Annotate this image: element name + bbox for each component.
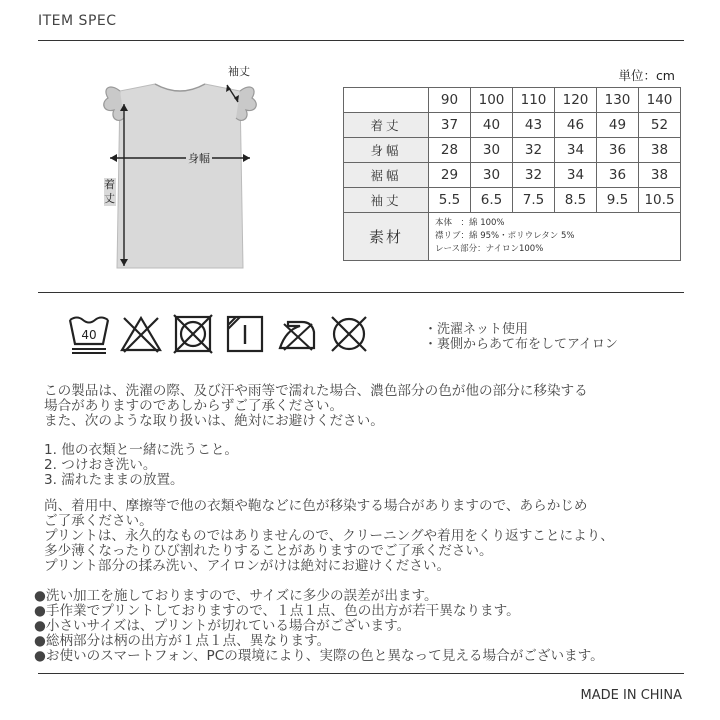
caution-line: この製品は、洗濯の際、及び汗や雨等で濡れた場合、濃色部分の色が他の部分に移染する <box>44 383 588 399</box>
table-cell: 37 <box>429 113 471 138</box>
bullet-note: ●洗い加工を施しておりますので、サイズに多少の誤差が出ます。 <box>34 588 438 604</box>
table-cell: 6.5 <box>471 188 513 213</box>
care-note: ・裏側からあて布をしてアイロン <box>424 337 618 352</box>
material-row <box>344 213 681 261</box>
material-details <box>429 213 681 261</box>
row-label: 袖丈 <box>344 188 429 213</box>
table-cell: 30 <box>471 163 513 188</box>
material-line: 本体 ：綿 100% <box>435 218 505 228</box>
table-cell: 29 <box>429 163 471 188</box>
table-cell: 34 <box>555 163 597 188</box>
table-cell: 40 <box>471 113 513 138</box>
material-label: 素材 <box>344 213 429 261</box>
table-cell: 28 <box>429 138 471 163</box>
table-cell: 36 <box>597 138 639 163</box>
section-divider <box>38 292 684 293</box>
table-cell: 10.5 <box>639 188 681 213</box>
table-cell: 5.5 <box>429 188 471 213</box>
footer-divider <box>38 673 684 674</box>
no-bleach-icon <box>118 312 164 356</box>
unit-label: 単位：cm <box>618 68 675 83</box>
table-row <box>344 163 681 188</box>
care-note: ・洗濯ネット使用 <box>424 322 529 337</box>
sleeve-label: 袖丈 <box>228 65 250 78</box>
table-cell: 34 <box>555 138 597 163</box>
table-cell: 8.5 <box>555 188 597 213</box>
size-header: 110 <box>513 88 555 113</box>
caution-line: ご了承ください。 <box>44 513 153 529</box>
wash-40-gentle-icon <box>66 312 112 356</box>
table-cell: 32 <box>513 163 555 188</box>
table-row <box>344 113 681 138</box>
caution-line: 尚、着用中、摩擦等で他の衣類や鞄などに色が移染する場合がありますので、あらかじめ <box>44 498 588 514</box>
no-tumble-dry-icon <box>170 312 216 356</box>
table-corner <box>344 88 429 113</box>
size-header: 90 <box>429 88 471 113</box>
no-dry-clean-icon <box>326 312 372 356</box>
table-cell: 9.5 <box>597 188 639 213</box>
list-item: 3. 濡れたままの放置。 <box>44 472 184 488</box>
row-label: 裾幅 <box>344 163 429 188</box>
material-line: レース部分：ナイロン100% <box>435 244 544 254</box>
table-cell: 38 <box>639 138 681 163</box>
wash-temp: 40 <box>81 328 97 342</box>
list-item: 1. 他の衣類と一緒に洗うこと。 <box>44 442 239 458</box>
caution-line: プリント部分の揉み洗い、アイロンがけは絶対にお避けください。 <box>44 558 451 574</box>
table-cell: 30 <box>471 138 513 163</box>
care-icons <box>66 312 372 356</box>
table-row <box>344 188 681 213</box>
width-label: 身幅 <box>188 152 210 165</box>
table-cell: 43 <box>513 113 555 138</box>
caution-line: プリントは、永久的なものではありませんので、クリーニングや着用をくり返すことにより、 <box>44 528 614 544</box>
row-label: 身幅 <box>344 138 429 163</box>
bullet-note: ●手作業でプリントしておりますので、１点１点、色の出方が若干異なります。 <box>34 603 520 619</box>
bullet-note: ●総柄部分は柄の出方が１点１点、異なります。 <box>34 633 331 649</box>
table-cell: 7.5 <box>513 188 555 213</box>
table-cell: 46 <box>555 113 597 138</box>
table-cell: 52 <box>639 113 681 138</box>
size-header: 120 <box>555 88 597 113</box>
shirt-diagram <box>80 58 280 283</box>
size-table <box>343 87 681 261</box>
bullet-note: ●小さいサイズは、プリントが切れている場合がございます。 <box>34 618 411 634</box>
caution-line: 場合がありますのであしからずご了承ください。 <box>44 398 344 414</box>
caution-line: 多少薄くなったりひび割れたりすることがありますのでご了承ください。 <box>44 543 493 559</box>
caution-line: また、次のような取り扱いは、絶対にお避けください。 <box>44 413 384 429</box>
header-divider <box>38 40 684 41</box>
size-header-row <box>344 88 681 113</box>
iron-low-icon <box>274 312 320 356</box>
line-dry-shade-icon <box>222 312 268 356</box>
size-header: 100 <box>471 88 513 113</box>
made-in-label: MADE IN CHINA <box>580 688 682 703</box>
table-cell: 38 <box>639 163 681 188</box>
row-label: 着丈 <box>344 113 429 138</box>
size-header: 130 <box>597 88 639 113</box>
size-header: 140 <box>639 88 681 113</box>
table-row <box>344 138 681 163</box>
length-label: 着丈 <box>104 178 115 205</box>
page-title: ITEM SPEC <box>38 13 117 29</box>
table-cell: 49 <box>597 113 639 138</box>
bullet-note: ●お使いのスマートフォン、PCの環境により、実際の色と異なって見える場合がございます。 <box>34 648 604 664</box>
table-cell: 36 <box>597 163 639 188</box>
table-cell: 32 <box>513 138 555 163</box>
material-line: 襟リブ：綿 95%・ポリウレタン 5% <box>435 231 575 241</box>
list-item: 2. つけおき洗い。 <box>44 457 157 473</box>
